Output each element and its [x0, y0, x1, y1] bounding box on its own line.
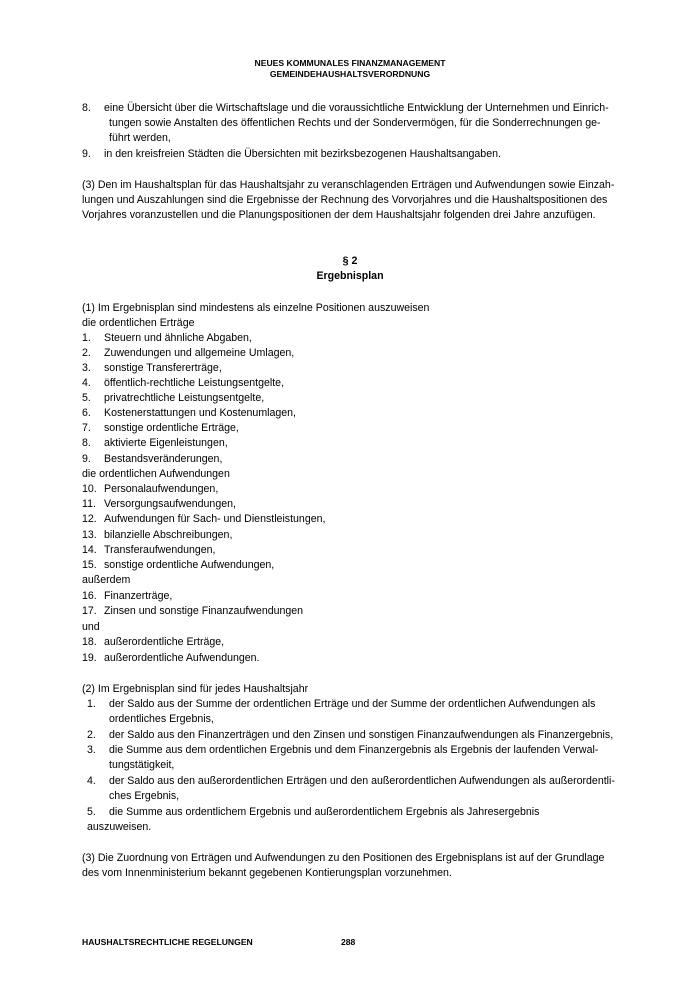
list-item-number: 9.	[82, 148, 91, 160]
paragraph-closing: auszuweisen.	[87, 821, 152, 833]
list-item-text: öffentlich-rechtliche Leistungsentgelte,	[104, 377, 285, 389]
list-item-number: 16.	[82, 590, 97, 602]
list-item-number: 2.	[82, 347, 91, 359]
list-item-number: 1.	[87, 698, 96, 710]
section-title: Ergebnisplan	[316, 270, 384, 282]
list-item-number: 13.	[82, 529, 97, 541]
list-item-number: 5.	[87, 806, 96, 818]
list-item-text: ches Ergebnis,	[109, 790, 180, 802]
list-item-text: die Summe aus ordentlichem Ergebnis und außerordentlichem Ergebnis als Jahresergebnis	[109, 806, 540, 818]
paragraph-intro: (2) Im Ergebnisplan sind für jedes Haushaltsjahr	[82, 683, 309, 695]
group-label: die ordentlichen Aufwendungen	[82, 468, 230, 480]
list-item-number: 1.	[82, 332, 91, 344]
list-item-text: Finanzerträge,	[104, 590, 173, 602]
group-label: außerdem	[82, 574, 131, 586]
list-item-number: 9.	[82, 453, 91, 465]
list-item-text: Zuwendungen und allgemeine Umlagen,	[104, 347, 295, 359]
section-number: § 2	[342, 255, 358, 267]
list-item-text: Zinsen und sonstige Finanzaufwendungen	[104, 605, 304, 617]
list-item-text: die Summe aus dem ordentlichen Ergebnis und dem Finanzergebnis als Ergebnis der laufenden Verwal-	[109, 744, 599, 756]
paragraph-line: (3) Die Zuordnung von Erträgen und Aufwendungen zu den Positionen des Ergebnisplans ist auf der Grundlage	[82, 852, 605, 864]
list-item-text: außerordentliche Aufwendungen.	[104, 652, 260, 664]
list-item-text: bilanzielle Abschreibungen,	[104, 529, 233, 541]
page-number: 288	[341, 937, 356, 947]
list-item-text: in den kreisfreien Städten die Übersichten mit bezirksbezogenen Haushaltsangaben.	[104, 148, 501, 160]
list-item-text: Aufwendungen für Sach- und Dienstleistungen,	[104, 513, 326, 525]
list-item-text: der Saldo aus den außerordentlichen Erträgen und den außerordentlichen Aufwendungen als außerordentli-	[109, 775, 615, 787]
list-item-number: 11.	[82, 498, 96, 510]
header-title: NEUES KOMMUNALES FINANZMANAGEMENT	[254, 58, 446, 68]
list-item-number: 18.	[82, 636, 97, 648]
paragraph-intro: (1) Im Ergebnisplan sind mindestens als einzelne Positionen auszuweisen	[82, 302, 430, 314]
paragraph-line: des vom Innenministerium bekannt gegebenen Kontierungsplan vorzunehmen.	[82, 867, 452, 879]
list-item-number: 6.	[82, 407, 91, 419]
list-item-number: 2.	[87, 729, 96, 741]
paragraph-line: Vorjahres voranzustellen und die Planungspositionen der dem Haushaltsjahr folgenden drei Jahre anzufügen.	[82, 209, 596, 221]
group-label: und	[82, 621, 100, 633]
list-item-number: 12.	[82, 513, 97, 525]
list-item-text: tungstätigkeit,	[109, 759, 175, 771]
list-item-text: privatrechtliche Leistungsentgelte,	[104, 392, 265, 404]
list-item-number: 8.	[82, 102, 91, 114]
list-item-number: 3.	[82, 362, 91, 374]
list-item-text: eine Übersicht über die Wirtschaftslage und die voraussichtliche Entwicklung der Unternehmen und Einrich-	[104, 102, 609, 114]
list-item-text: Personalaufwendungen,	[104, 483, 219, 495]
list-item-number: 15.	[82, 559, 97, 571]
list-item-number: 14.	[82, 544, 97, 556]
list-item-number: 8.	[82, 437, 91, 449]
paragraph-line: (3) Den im Haushaltsplan für das Haushaltsjahr zu veranschlagenden Erträgen und Aufwendungen sowie Einzah-	[82, 179, 615, 191]
list-item-number: 10.	[82, 483, 97, 495]
list-item-text: sonstige Transfererträge,	[104, 362, 222, 374]
list-item-number: 7.	[82, 422, 91, 434]
list-item-text: außerordentliche Erträge,	[104, 636, 225, 648]
list-item-text: ordentliches Ergebnis,	[109, 713, 214, 725]
list-item-text: der Saldo aus den Finanzerträgen und den Zinsen und sonstigen Finanzaufwendungen als Finanzergebnis,	[109, 729, 614, 741]
list-item-text: führt werden,	[109, 132, 171, 144]
list-item-text: Bestandsveränderungen,	[104, 453, 223, 465]
list-item-number: 3.	[87, 744, 96, 756]
header-subtitle: GEMEINDEHAUSHALTSVERORDNUNG	[269, 69, 431, 79]
list-item-number: 19.	[82, 652, 97, 664]
list-item-number: 5.	[82, 392, 91, 404]
list-item-text: Transferaufwendungen,	[104, 544, 216, 556]
list-item-text: Kostenerstattungen und Kostenumlagen,	[104, 407, 297, 419]
list-item-number: 4.	[87, 775, 96, 787]
footer-title: HAUSHALTSRECHTLICHE REGELUNGEN	[82, 937, 253, 947]
paragraph-line: lungen und Auszahlungen sind die Ergebnisse der Rechnung des Vorvorjahres und die Haushaltspositionen des	[82, 194, 608, 206]
list-item-text: tungen sowie Anstalten des öffentlichen Rechts und der Sondervermögen, für die Sonderrechnungen ge-	[109, 117, 601, 129]
list-item-text: sonstige ordentliche Aufwendungen,	[104, 559, 275, 571]
list-item-text: Steuern und ähnliche Abgaben,	[104, 332, 252, 344]
list-item-text: Versorgungsaufwendungen,	[104, 498, 236, 510]
list-item-number: 4.	[82, 377, 91, 389]
list-item-text: aktivierte Eigenleistungen,	[104, 437, 228, 449]
list-item-text: sonstige ordentliche Erträge,	[104, 422, 239, 434]
list-item-number: 17.	[82, 605, 97, 617]
group-label: die ordentlichen Erträge	[82, 317, 195, 329]
list-item-text: der Saldo aus der Summe der ordentlichen Erträge und der Summe der ordentlichen Aufwendungen als	[109, 698, 596, 710]
